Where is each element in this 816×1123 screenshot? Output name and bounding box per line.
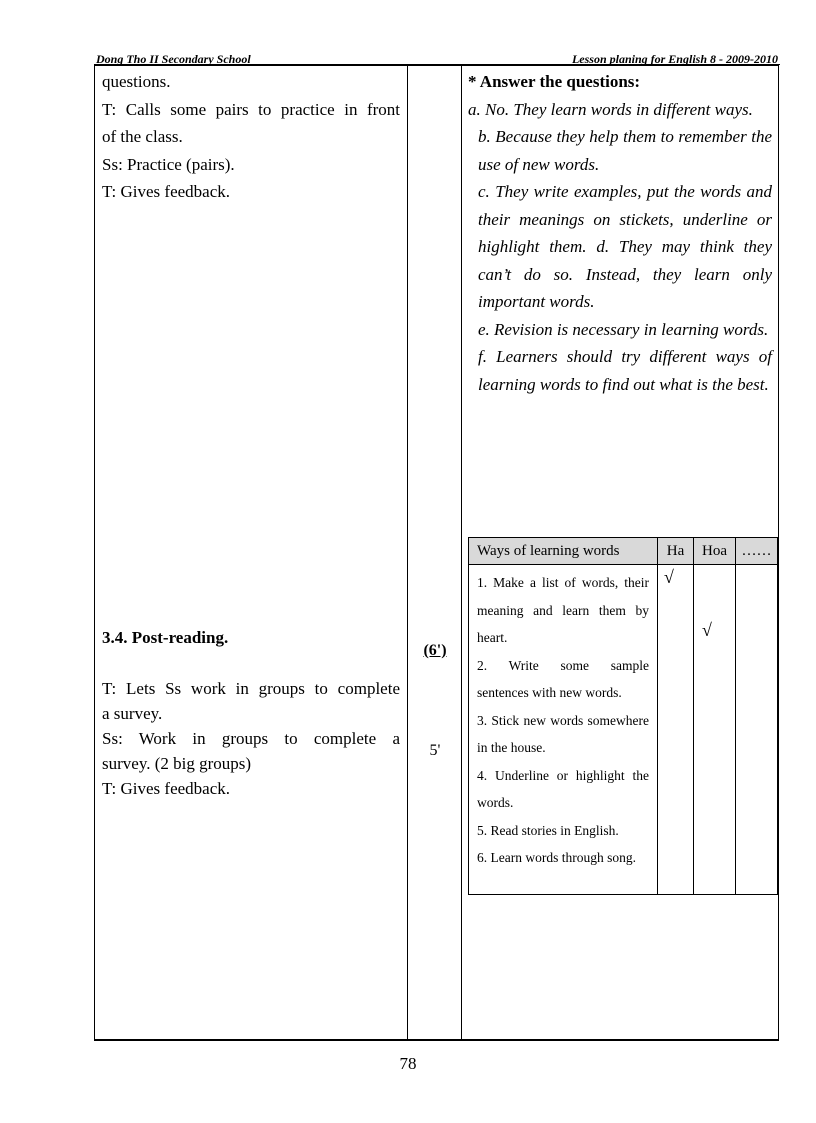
survey-body-row — [469, 565, 778, 895]
header-lesson: Lesson planing for English 8 - 2009-2010 — [571, 52, 778, 66]
answer-e: e. Revision is necessary in learning words. — [478, 319, 769, 339]
survey-hoa-cell — [694, 565, 736, 895]
procedure-line: questions. — [102, 72, 171, 91]
check-mark-icon: √ — [702, 620, 712, 640]
survey-item: 4. Underline or highlight the words. — [477, 767, 649, 810]
procedure-line: Ss: Work in groups to complete a — [102, 729, 400, 748]
survey-item: 5. Read stories in English. — [477, 822, 619, 838]
post-reading-heading: 3.4. Post-reading. — [102, 628, 229, 647]
survey-header-row — [469, 538, 778, 565]
survey-header-ways: Ways of learning words — [469, 538, 658, 565]
section-time: (6') — [423, 642, 447, 659]
page-number: 78 — [399, 1054, 417, 1073]
survey-item: 2. Write some sample sentences with new words. — [477, 657, 649, 700]
procedure-top — [102, 68, 400, 206]
procedure-line: T: Lets Ss work in groups to complete — [102, 679, 400, 698]
answer-a: a. No. They learn words in different ways. — [468, 99, 753, 119]
procedure-line: a survey. — [102, 704, 163, 723]
survey-header-hoa: Hoa — [694, 538, 736, 565]
activity-time: 5' — [429, 742, 441, 759]
survey-more-cell — [736, 565, 778, 895]
procedure-line: survey. (2 big groups) — [102, 754, 252, 773]
procedure-line: of the class. — [102, 127, 183, 146]
check-mark-icon: √ — [664, 567, 674, 587]
header-school: Dong Tho II Secondary School — [96, 52, 251, 66]
procedure-line: T: Gives feedback. — [102, 779, 231, 798]
post-reading-body — [102, 676, 400, 801]
survey-header-more: …… — [736, 538, 778, 565]
answers-block — [468, 68, 772, 398]
answer-f: f. Learners should try different ways of learning words to find out what is the best. — [478, 347, 772, 394]
answer-b: b. Because they help them to remember the use of new words. — [478, 127, 772, 174]
survey-item: 3. Stick new words somewhere in the house. — [477, 712, 649, 755]
answers-title: * Answer the questions: — [468, 72, 641, 91]
survey-item: 1. Make a list of words, their meaning and learn them by heart. — [477, 575, 649, 645]
survey-item: 6. Learn words through song. — [477, 850, 636, 865]
survey-header-ha: Ha — [658, 538, 694, 565]
column-divider-2 — [461, 65, 462, 1041]
answer-c: c. They write examples, put the words and their meanings on stickets, underline or highlight them. d. They may think they can’t do so. Instead, they learn only important words. — [478, 182, 772, 311]
survey-table — [468, 537, 778, 895]
procedure-line: T: Calls some pairs to practice in front — [102, 99, 400, 119]
procedure-line: Ss: Practice (pairs). — [102, 154, 235, 174]
survey-ha-cell — [658, 565, 694, 895]
survey-items — [469, 565, 658, 895]
procedure-line: T: Gives feedback. — [102, 182, 231, 201]
column-divider-1 — [407, 65, 408, 1041]
